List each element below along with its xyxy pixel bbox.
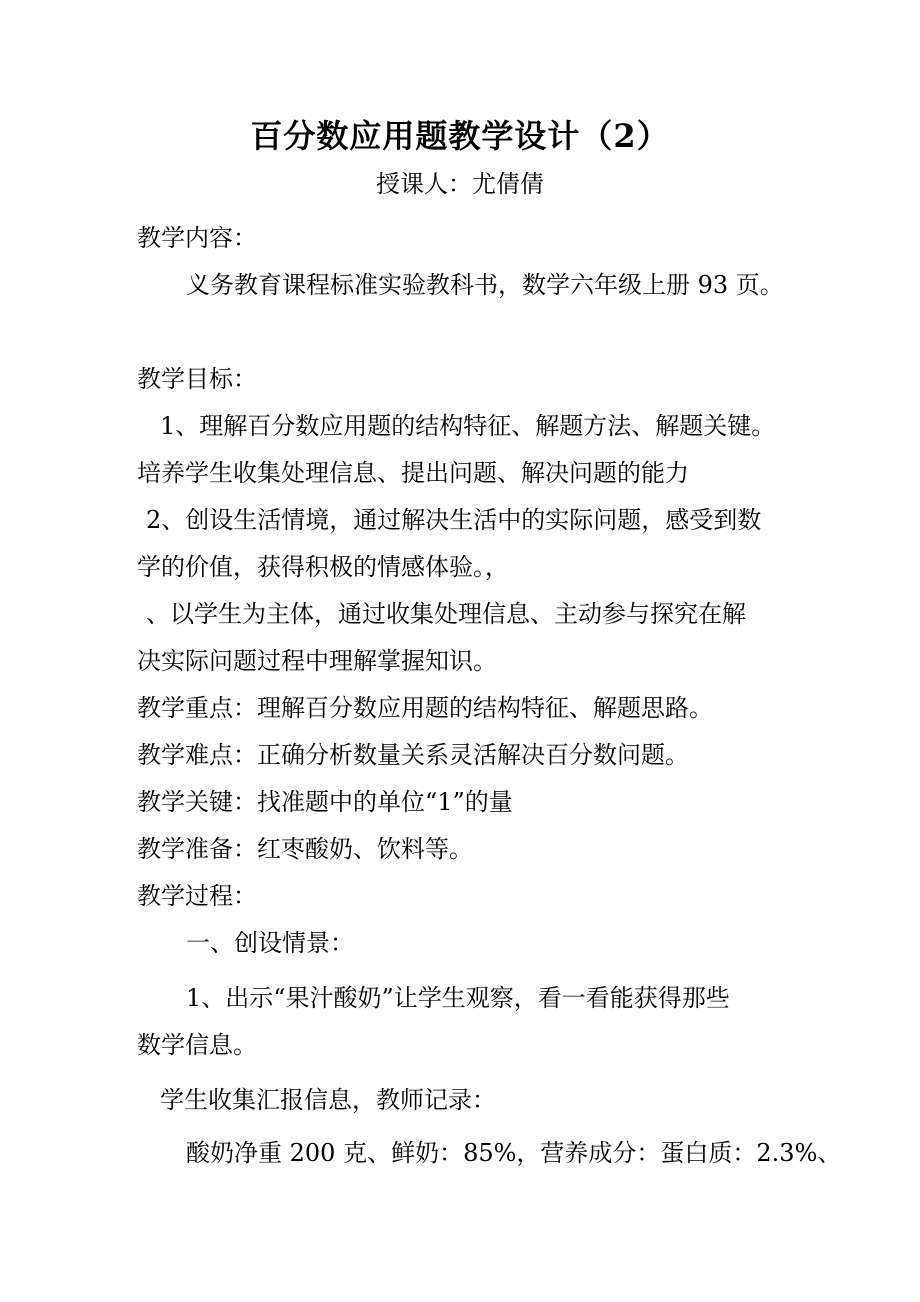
content-text: 义务教育课程标准实验教科书，数学六年级上册 93 页。 [186,271,784,299]
objective-1-text: 1、理解百分数应用题的结构特征、解题方法、解题关键。 [160,412,776,440]
difficulty-line: 教学难点：正确分析数量关系灵活解决百分数问题。 [137,741,689,769]
objective-1-continued: 培养学生收集处理信息、提出问题、解决问题的能力 [137,459,689,487]
key-point-line: 教学重点：理解百分数应用题的结构特征、解题思路。 [137,694,713,722]
section-heading-process: 教学过程： [137,882,257,910]
yogurt-info-line: 酸奶净重 200 克、鲜奶：85%，营养成分：蛋白质：2.3%、 [186,1139,842,1167]
objective-2-continued: 学的价值，获得积极的情感体验。， [137,553,509,581]
process-step-1-text: 1、出示“果汁酸奶”让学生观察，看一看能获得那些 [186,984,730,1012]
section-heading-objectives: 教学目标： [137,365,257,393]
process-step-heading: 一、创设情景： [186,929,354,957]
author-line: 授课人：尤倩倩 [376,170,544,198]
process-step-1-continued: 数学信息。 [137,1031,257,1059]
student-report-line: 学生收集汇报信息，教师记录： [160,1086,496,1114]
section-heading-content: 教学内容： [137,224,257,252]
objective-3-continued: 决实际问题过程中理解掌握知识。 [137,647,497,675]
objective-3-text: 、以学生为主体，通过收集处理信息、主动参与探究在解 [146,600,746,628]
critical-point-line: 教学关键：找准题中的单位“1”的量 [137,788,513,816]
preparation-line: 教学准备：红枣酸奶、饮料等。 [137,835,473,863]
document-title: 百分数应用题教学设计（2） [250,117,670,155]
objective-2-text: 2、创设生活情境，通过解决生活中的实际问题，感受到数 [146,506,762,534]
